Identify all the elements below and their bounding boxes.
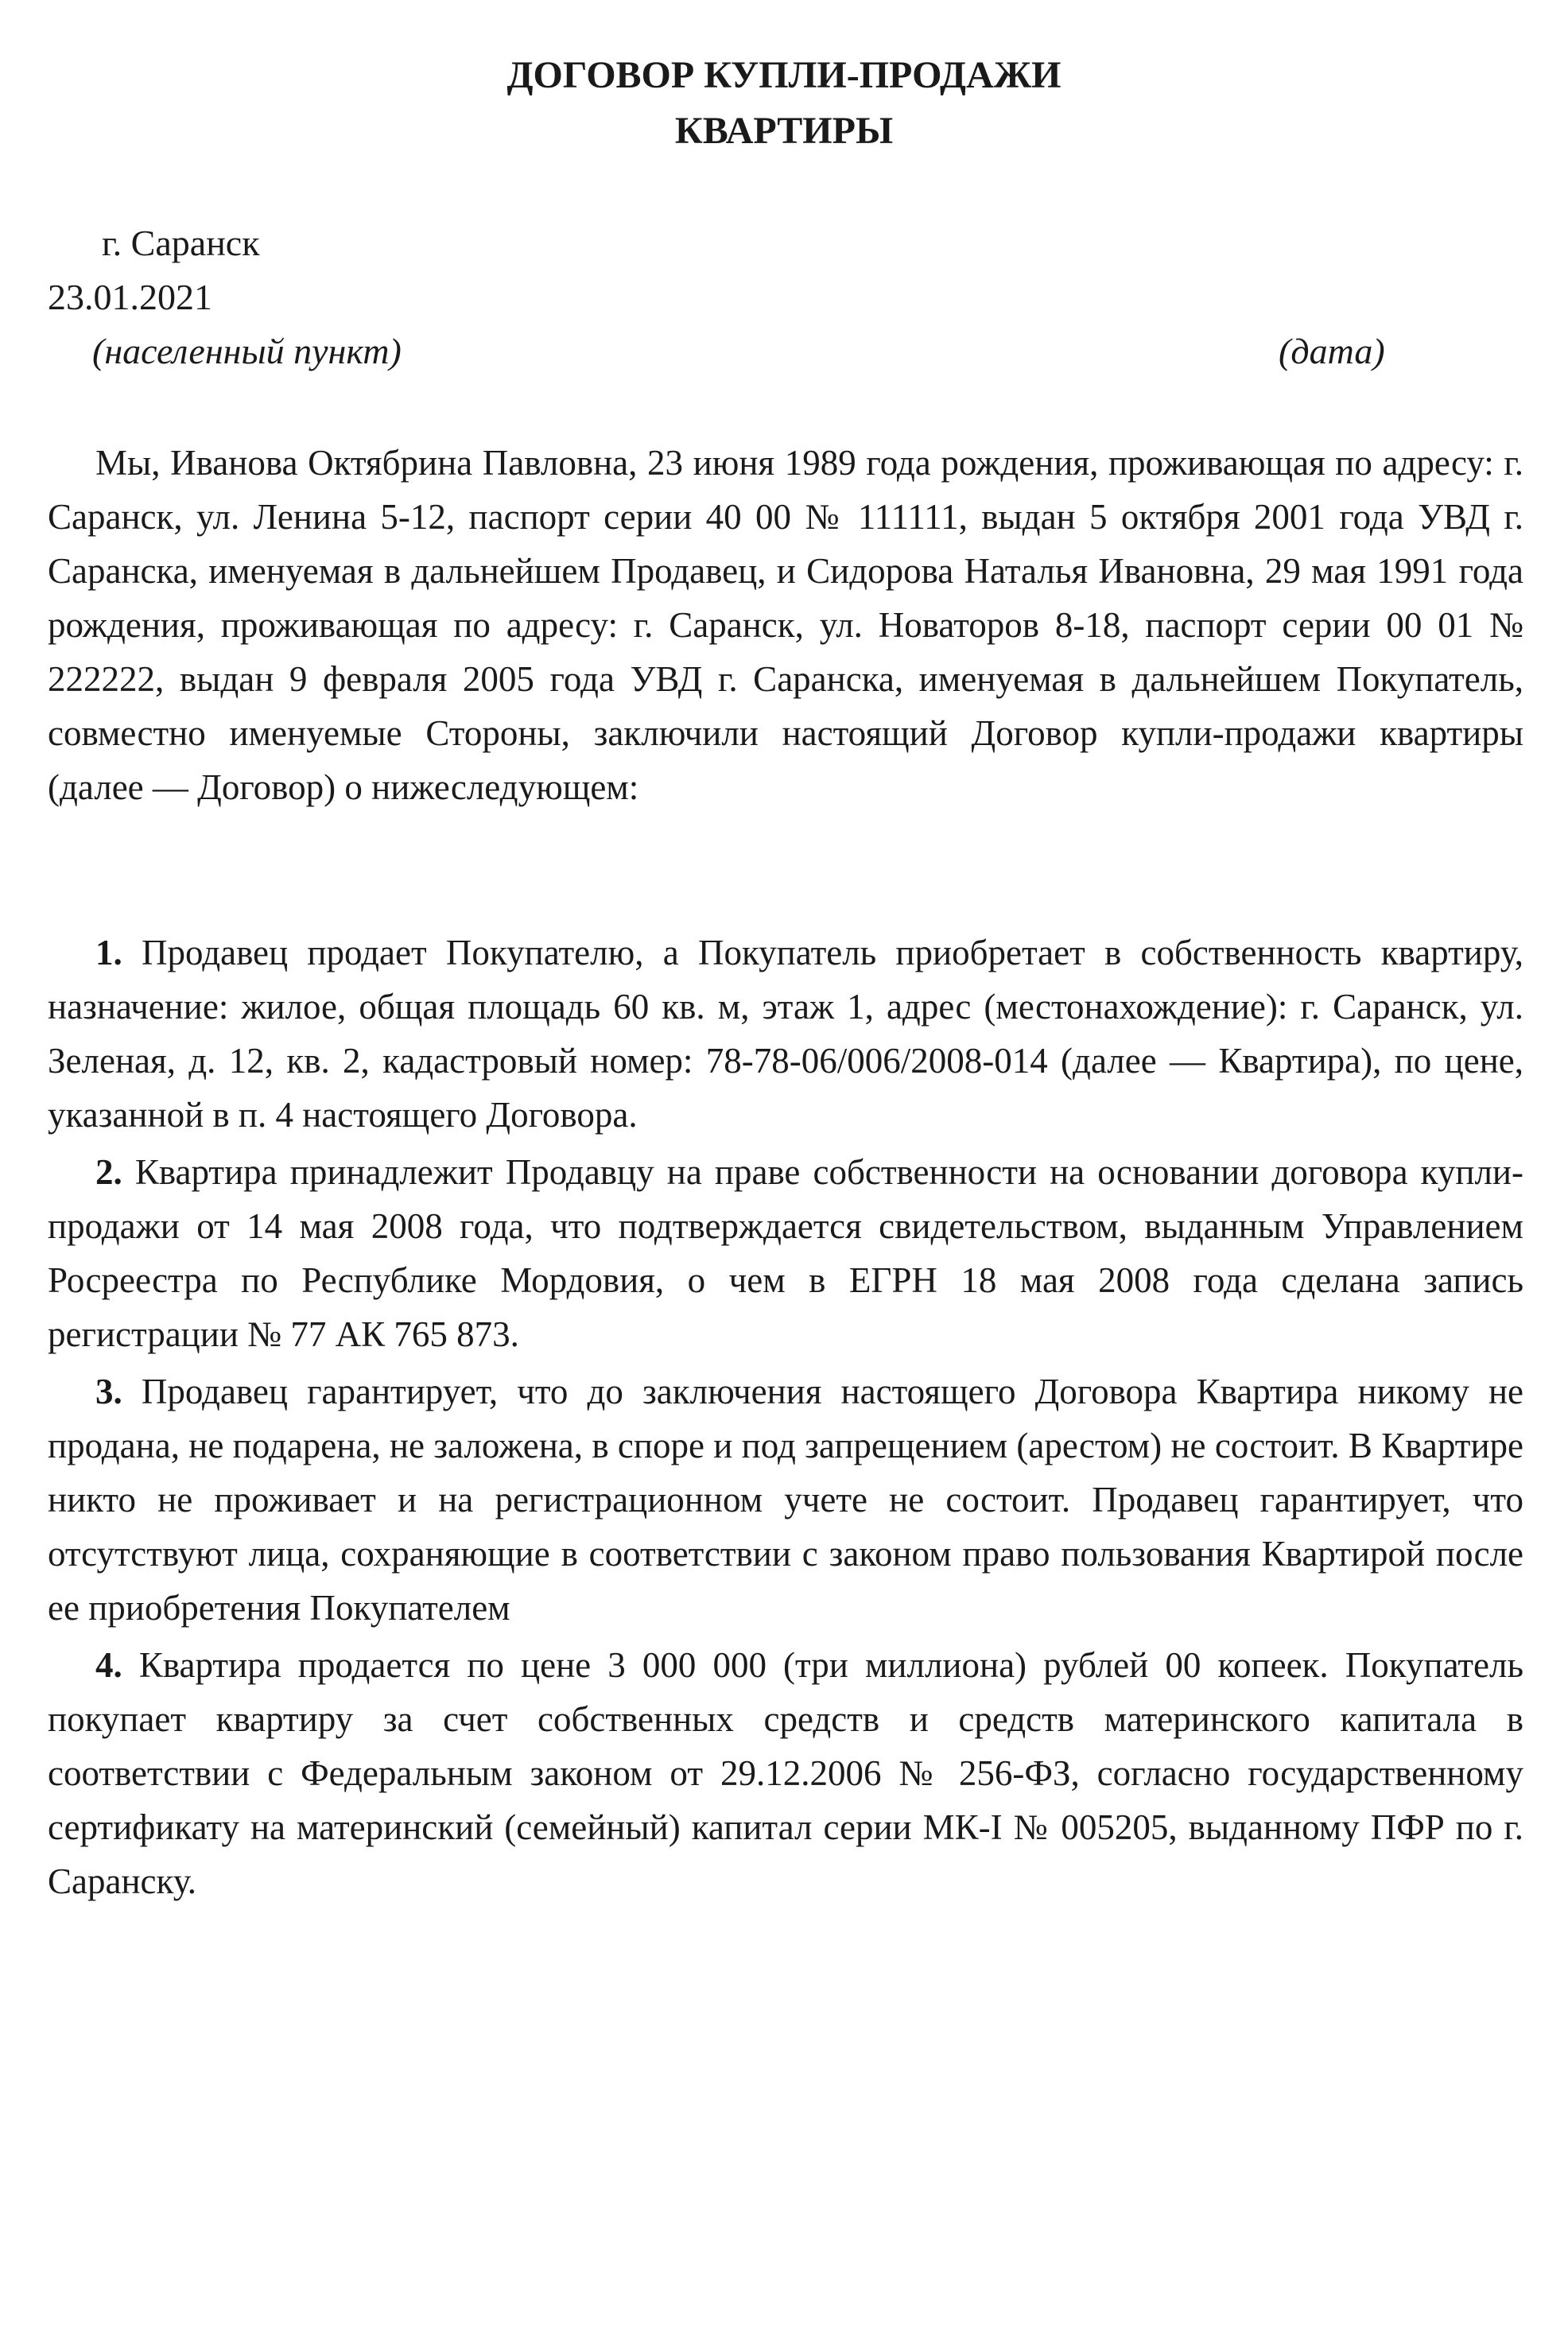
place-hint: (населенный пункт)	[92, 331, 402, 371]
clause-text: Продавец гарантирует, что до заключения настоящего Договора Квартира никому не продана, не подарена, не заложена, в споре и под запрещением (арестом) не состоит. В Квартире никто не проживает и на регистрационном учете не состоит. Продавец гарантирует, что отсутствуют лица, сохраняющие в соответствии с законом право пользования Квартирой после ее приобретения Покупателем	[48, 1372, 1524, 1628]
clause-3	[48, 1364, 1523, 1635]
clause-2	[48, 1145, 1523, 1361]
date-hint: (дата)	[1279, 331, 1385, 371]
document-title	[0, 48, 1568, 159]
clause-number: 4.	[95, 1645, 122, 1685]
clause-4	[48, 1638, 1523, 1908]
clause-text: Продавец продает Покупателю, а Покупатель приобретает в собственность квартиру, назначение: жилое, общая площадь 60 кв. м, этаж 1, адрес (местонахождение): г. Саранск, ул. Зеленая, д. 12, кв. 2, кадастровый номер: 78-78-06/006/2008-014 (далее — Квартира), по цене, указанной в п. 4 настоящего Договора.	[48, 933, 1523, 1135]
clause-number: 1.	[95, 933, 122, 972]
title-line-1: ДОГОВОР КУПЛИ-ПРОДАЖИ	[506, 54, 1062, 96]
clause-number: 2.	[95, 1152, 122, 1192]
clauses-list	[48, 926, 1523, 1912]
intro-paragraph: Мы, Иванова Октябрина Павловна, 23 июня 1989 года рождения, проживающая по адресу: г. Саранск, ул. Ленина 5-12, паспорт серии 40 00 № 111111, выдан 5 октября 2001 года УВД г. Саранска, именуемая в дальнейшем Продавец, и Сидорова Наталья Ивановна, 29 мая 1991 года рождения, проживающая по адресу: г. Саранск, ул. Новаторов 8-18, паспорт серии 00 01 № 222222, выдан 9 февраля 2005 года УВД г. Саранска, именуемая в дальнейшем Покупатель, совместно именуемые Стороны, заключили настоящий Договор купли-продажи квартиры (далее — Договор) о нижеследующем:	[48, 443, 1523, 807]
date-field: 23.01.2021	[48, 277, 212, 317]
clause-text: Квартира продается по цене 3 000 000 (три миллиона) рублей 00 копеек. Покупатель покупает квартиру за счет собственных средств и средств материнского капитала в соответствии с Федеральным законом от 29.12.2006 № 256-ФЗ, согласно государственному сертификату на материнский (семейный) капитал серии МК-I № 005205, выданному ПФР по г. Саранску.	[48, 1645, 1524, 1901]
clause-1	[48, 926, 1523, 1142]
title-line-2: КВАРТИРЫ	[674, 110, 894, 152]
city-field: г. Саранск	[102, 223, 260, 263]
clause-number: 3.	[95, 1372, 122, 1411]
clause-text: Квартира принадлежит Продавцу на праве собственности на основании договора купли-продажи от 14 мая 2008 года, что подтверждается свидетельством, выданным Управлением Росреестра по Республике Мордовия, о чем в ЕГРН 18 мая 2008 года сделана запись регистрации № 77 АК 765 873.	[48, 1152, 1523, 1354]
